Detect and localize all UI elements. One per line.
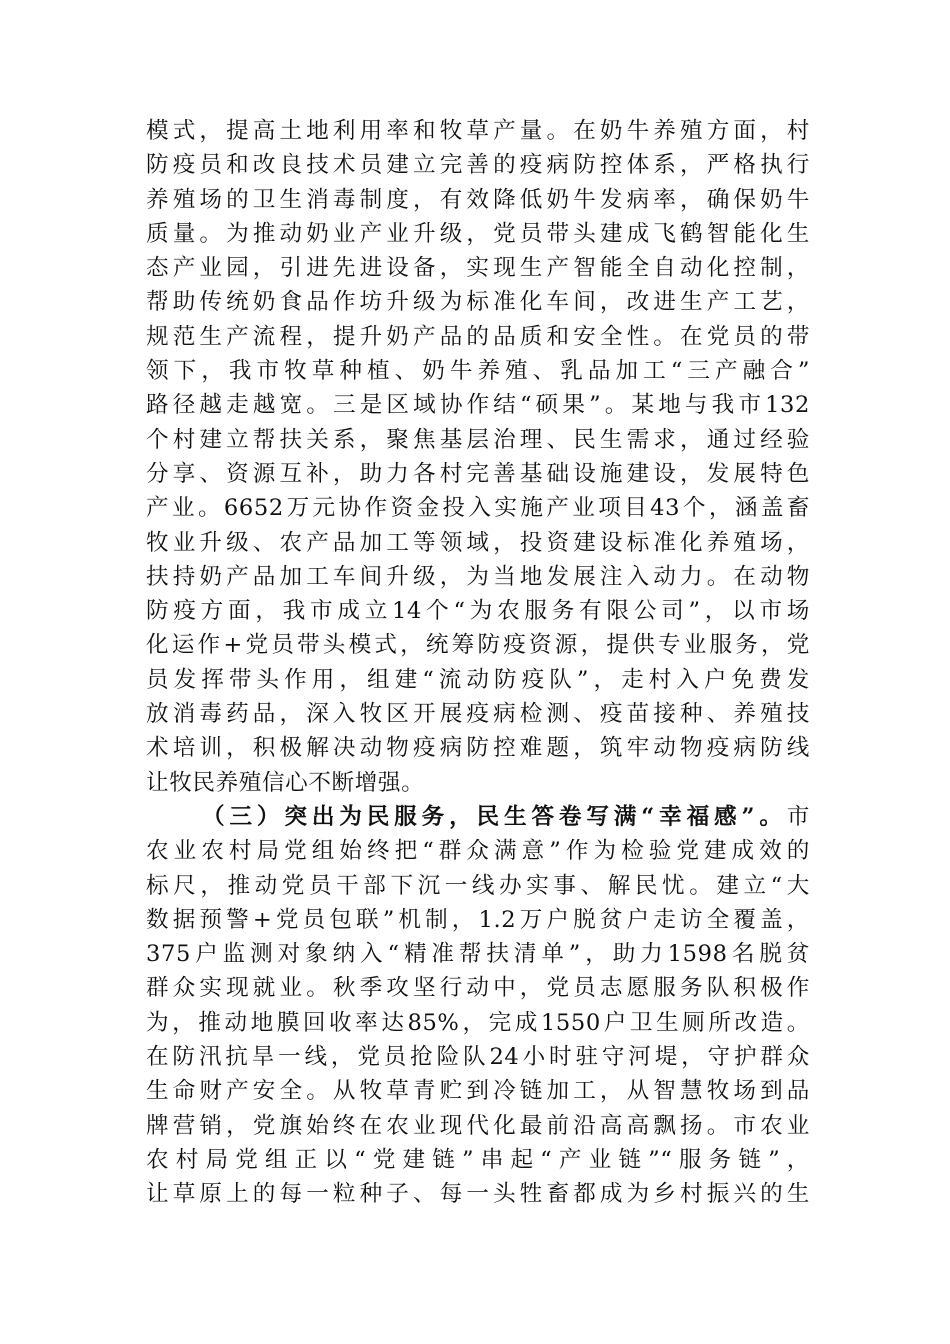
text-line: 质量。为推动奶业产业升级，党员带头建成飞鹤智能化生 [146, 220, 810, 247]
text-line: 防疫方面，我市成立14个“为农服务有限公司”，以市场 [146, 598, 810, 625]
text-line: 规范生产流程，提升奶产品的品质和安全性。在党员的带 [146, 323, 810, 350]
text-line: 牧业升级、农产品加工等领域，投资建设标准化养殖场， [146, 529, 810, 556]
text-line: 农村局党组正以“党建链”串起“产业链”“服务链”， [146, 1146, 810, 1173]
text-line: 在防汛抗旱一线，党员抢险队24小时驻守河堤，守护群众 [146, 1044, 810, 1071]
text-line: 放消毒药品，深入牧区开展疫病检测、疫苗接种、养殖技 [146, 701, 810, 728]
text-line: 375户监测对象纳入“精准帮扶清单”，助力1598名脱贫 [146, 941, 810, 968]
text-line: 术培训，积极解决动物疫病防控难题，筑牢动物疫病防线 [146, 735, 810, 762]
heading-line-tail: 市 [786, 803, 810, 830]
text-line: 牌营销，党旗始终在农业现代化最前沿高高飘扬。市农业 [146, 1112, 810, 1139]
text-line: 为，推动地膜回收率达85%，完成1550户卫生厕所改造。 [146, 1009, 810, 1036]
text-line: 领下，我市牧草种植、奶牛养殖、乳品加工“三产融合” [146, 358, 810, 385]
text-line: 路径越走越宽。三是区域协作结“硕果”。某地与我市132 [146, 392, 810, 419]
text-line: 分享、资源互补，助力各村完善基础设施建设，发展特色 [146, 460, 810, 487]
text-line: 个村建立帮扶关系，聚焦基层治理、民生需求，通过经验 [146, 426, 810, 453]
text-line: 生命财产安全。从牧草青贮到冷链加工，从智慧牧场到品 [146, 1078, 810, 1105]
text-line: 群众实现就业。秋季攻坚行动中，党员志愿服务队积极作 [146, 975, 810, 1002]
body-text [146, 114, 810, 1212]
text-line: 农业农村局党组始终把“群众满意”作为检验党建成效的 [146, 838, 810, 865]
text-line: 养殖场的卫生消毒制度，有效降低奶牛发病率，确保奶牛 [146, 186, 810, 213]
text-line: 扶持奶产品加工车间升级，为当地发展注入动力。在动物 [146, 563, 810, 590]
text-line: 数据预警+党员包联”机制，1.2万户脱贫户走访全覆盖， [146, 906, 810, 933]
text-line: 标尺，推动党员干部下沉一线办实事、解民忧。建立“大 [146, 872, 810, 899]
section-heading: （三）突出为民服务，民生答卷写满“幸福感”。 [202, 803, 787, 830]
text-line: 员发挥带头作用，组建“流动防疫队”，走村入户免费发 [146, 666, 810, 693]
text-line: 模式，提高土地利用率和牧草产量。在奶牛养殖方面，村 [146, 118, 810, 144]
text-line: 产业。6652万元协作资金投入实施产业项目43个，涵盖畜 [146, 495, 810, 522]
text-line: 让草原上的每一粒种子、每一头牲畜都成为乡村振兴的生 [146, 1181, 810, 1208]
section-heading-line [146, 800, 810, 834]
text-line: 防疫员和改良技术员建立完善的疫病防控体系，严格执行 [146, 152, 810, 179]
text-line: 帮助传统奶食品作坊升级为标准化车间，改进生产工艺， [146, 289, 810, 316]
text-line: 让牧民养殖信心不断增强。 [146, 769, 425, 796]
text-line: 化运作+党员带头模式，统筹防疫资源，提供专业服务，党 [146, 632, 810, 659]
text-line: 态产业园，引进先进设备，实现生产智能全自动化控制， [146, 255, 810, 282]
